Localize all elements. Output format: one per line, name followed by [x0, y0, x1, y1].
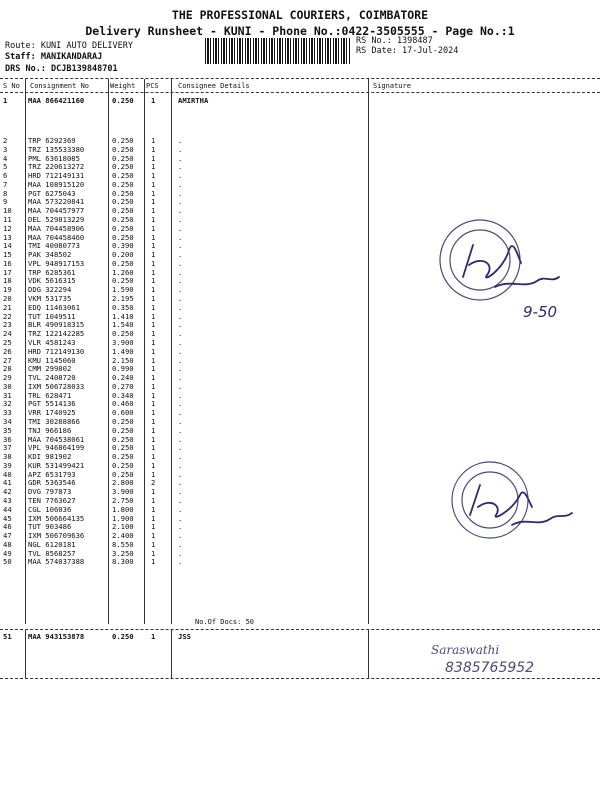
row-pcs: 1 [151, 311, 156, 321]
rs-date-label: RS Date: 17-Jul-2024 [356, 46, 459, 56]
row-pcs: 1 [151, 223, 156, 233]
row-consignee: . [178, 373, 183, 383]
row-sno: 32 [3, 399, 12, 409]
row-consignee: . [178, 171, 183, 181]
row-consignment: MAA 704538061 [28, 434, 85, 444]
row-sno: 42 [3, 487, 12, 497]
row-consignee: . [178, 285, 183, 295]
col-weight-header: Weight [110, 82, 136, 90]
row-pcs: 1 [151, 557, 156, 567]
row-pcs: 1 [151, 144, 156, 154]
row-weight: 0.250 [112, 197, 134, 207]
route-label: Route: KUNI AUTO DELIVERY [5, 41, 133, 51]
row-consignee: . [178, 311, 183, 321]
row-pcs: 1 [151, 364, 156, 374]
row-pcs: 1 [151, 179, 156, 189]
signature-3-phone: 8385765952 [445, 660, 535, 676]
row-sno: 20 [3, 294, 12, 304]
row-consignee: . [178, 548, 183, 558]
row-sno: 9 [3, 197, 8, 207]
row-weight: 1.260 [112, 267, 134, 277]
row-consignee: . [178, 206, 183, 216]
row-consignment: TMI 30288866 [28, 416, 80, 426]
row-consignee: . [178, 381, 183, 391]
row-consignee: . [178, 136, 183, 145]
row-consignment: PAK 348502 [28, 250, 72, 260]
extra-row-divider-2 [171, 630, 172, 678]
row-pcs: 1 [151, 96, 156, 105]
company-name: THE PROFESSIONAL COURIERS, COIMBATORE [171, 8, 429, 22]
row-sno: 7 [3, 179, 8, 189]
row-pcs: 1 [151, 504, 156, 514]
row-pcs: 1 [151, 232, 156, 242]
col-signature-header: Signature [373, 82, 411, 90]
header-bottom-rule [0, 92, 600, 93]
row-consignment: PGT 6275043 [28, 188, 76, 198]
row-consignee: . [178, 469, 183, 479]
row-pcs: 1 [151, 460, 156, 470]
row-sno: 25 [3, 337, 12, 347]
row-consignee: . [178, 302, 183, 312]
row-consignee: . [178, 557, 183, 567]
row-consignment: NGL 6120181 [28, 539, 76, 549]
row-consignee: . [178, 513, 183, 523]
row-consignment: MAA 943153878 [28, 632, 85, 641]
row-weight: 0.250 [112, 136, 134, 145]
row-sno: 5 [3, 162, 8, 172]
row-weight: 0.250 [112, 469, 134, 479]
row-consignment: IXM 506709636 [28, 531, 85, 541]
row-pcs: 1 [151, 294, 156, 304]
row-pcs: 1 [151, 531, 156, 541]
row-weight: 0.250 [112, 171, 134, 181]
barcode [205, 38, 350, 64]
row-sno: 3 [3, 144, 8, 154]
row-sno: 17 [3, 267, 12, 277]
row-consignment: TRZ 220613272 [28, 162, 85, 172]
row-sno: 35 [3, 425, 12, 435]
row-pcs: 1 [151, 320, 156, 330]
row-sno: 8 [3, 188, 8, 198]
row-consignment: DDG 322294 [28, 285, 72, 295]
row-consignment: APZ 6531793 [28, 469, 76, 479]
row-sno: 13 [3, 232, 12, 242]
row-weight: 0.250 [112, 188, 134, 198]
row-weight: 1.410 [112, 311, 134, 321]
row-weight: 0.250 [112, 162, 134, 172]
row-consignee: . [178, 250, 183, 260]
row-weight: 0.250 [112, 96, 134, 105]
rs-no-label: RS No.: 1398487 [356, 36, 433, 46]
row-sno: 24 [3, 329, 12, 339]
row-weight: 0.250 [112, 443, 134, 453]
row-sno: 47 [3, 531, 12, 541]
row-pcs: 1 [151, 267, 156, 277]
row-weight: 0.250 [112, 452, 134, 462]
row-pcs: 1 [151, 285, 156, 295]
runsheet-title: Delivery Runsheet - KUNI - Phone No.:0422-3505555 - Page No.:1 [85, 24, 515, 38]
row-sno: 48 [3, 539, 12, 549]
row-consignment: VKM 531735 [28, 294, 72, 304]
row-weight: 0.240 [112, 373, 134, 383]
row-consignee: . [178, 258, 183, 268]
row-consignee: . [178, 364, 183, 374]
row-weight: 3.900 [112, 337, 134, 347]
row-consignee: . [178, 162, 183, 172]
row-pcs: 1 [151, 513, 156, 523]
row-consignment: TRZ 122142285 [28, 329, 85, 339]
row-weight: 0.340 [112, 390, 134, 400]
row-consignment: TVL 8568257 [28, 548, 76, 558]
row-weight: 0.390 [112, 241, 134, 251]
row-consignee: . [178, 452, 183, 462]
row-pcs: 1 [151, 487, 156, 497]
row-pcs: 1 [151, 416, 156, 426]
row-sno: 14 [3, 241, 12, 251]
row-pcs: 1 [151, 355, 156, 365]
row-pcs: 1 [151, 390, 156, 400]
row-sno: 23 [3, 320, 12, 330]
row-sno: 21 [3, 302, 12, 312]
row-consignment: PGT 5514136 [28, 399, 76, 409]
row-sno: 10 [3, 206, 12, 216]
row-sno: 2 [3, 136, 8, 145]
row-consignment: TEN 7763627 [28, 495, 76, 505]
row-pcs: 1 [151, 136, 156, 145]
row-pcs: 1 [151, 539, 156, 549]
row-consignment: GDR 5363546 [28, 478, 76, 488]
row-consignee: . [178, 522, 183, 532]
extra-row-divider-3 [368, 630, 369, 678]
signature-3 [425, 638, 585, 680]
row-consignee: . [178, 443, 183, 453]
row-pcs: 2 [151, 478, 156, 488]
row-consignee: . [178, 487, 183, 497]
row-weight: 2.150 [112, 355, 134, 365]
row-consignee: . [178, 276, 183, 286]
row-sno: 39 [3, 460, 12, 470]
row-weight: 2.400 [112, 531, 134, 541]
row-consignee: . [178, 416, 183, 426]
stamp-signature-2 [440, 455, 580, 545]
row-consignment: CGL 106036 [28, 504, 72, 514]
row-sno: 12 [3, 223, 12, 233]
row-sno: 49 [3, 548, 12, 558]
row-pcs: 1 [151, 632, 156, 641]
row-consignment: MAA 704458906 [28, 223, 85, 233]
row-pcs: 1 [151, 215, 156, 225]
row-consignment: TRP 6285361 [28, 267, 76, 277]
row-sno: 27 [3, 355, 12, 365]
row-consignee: AMIRTHA [178, 96, 209, 105]
row-sno: 37 [3, 443, 12, 453]
row-consignee: . [178, 320, 183, 330]
row-consignee: . [178, 434, 183, 444]
row-consignee: . [178, 153, 183, 163]
row-consignee: . [178, 390, 183, 400]
row-sno: 40 [3, 469, 12, 479]
row-weight: 0.460 [112, 399, 134, 409]
signature-1-time: 9-50 [523, 303, 558, 321]
row-weight: 8.300 [112, 557, 134, 567]
row-weight: 1.490 [112, 346, 134, 356]
row-consignment: DEL 529813229 [28, 215, 85, 225]
row-consignment: TVL 2408720 [28, 373, 76, 383]
row-consignment: MAA 574037388 [28, 557, 85, 567]
row-consignee: . [178, 408, 183, 418]
row-pcs: 1 [151, 188, 156, 198]
row-weight: 1.800 [112, 504, 134, 514]
row-consignee: . [178, 346, 183, 356]
row-pcs: 1 [151, 162, 156, 172]
row-pcs: 1 [151, 548, 156, 558]
row-consignment: MAA 704458460 [28, 232, 85, 242]
row-consignee: . [178, 215, 183, 225]
row-consignee: JSS [178, 632, 191, 641]
row-weight: 0.250 [112, 276, 134, 286]
row-sno: 38 [3, 452, 12, 462]
row-consignment: TRL 628471 [28, 390, 72, 400]
row-weight: 3.250 [112, 548, 134, 558]
row-pcs: 1 [151, 346, 156, 356]
signature-3-name: Saraswathi [431, 643, 500, 657]
row-pcs: 1 [151, 373, 156, 383]
row-sno: 45 [3, 513, 12, 523]
row-pcs: 1 [151, 399, 156, 409]
extra-row-divider-1 [25, 630, 26, 678]
row-pcs: 1 [151, 258, 156, 268]
row-weight: 0.250 [112, 425, 134, 435]
row-sno: 28 [3, 364, 12, 374]
row-weight: 2.800 [112, 478, 134, 488]
row-consignee: . [178, 337, 183, 347]
row-weight: 0.250 [112, 206, 134, 216]
row-pcs: 1 [151, 171, 156, 181]
row-consignee: . [178, 267, 183, 277]
docs-rule [0, 629, 600, 630]
row-weight: 2.100 [112, 522, 134, 532]
row-pcs: 1 [151, 329, 156, 339]
row-pcs: 1 [151, 522, 156, 532]
row-weight: 2.750 [112, 495, 134, 505]
row-consignee: . [178, 232, 183, 242]
row-consignee: . [178, 478, 183, 488]
row-sno: 29 [3, 373, 12, 383]
row-sno: 44 [3, 504, 12, 514]
row-consignee: . [178, 539, 183, 549]
row-weight: 0.250 [112, 258, 134, 268]
row-consignment: MAA 573220841 [28, 197, 85, 207]
row-weight: 0.600 [112, 408, 134, 418]
row-consignment: VPL 946864199 [28, 443, 85, 453]
docs-count: No.Of Docs: 50 [195, 618, 255, 626]
row-consignment: VLR 4581243 [28, 337, 76, 347]
row-pcs: 1 [151, 381, 156, 391]
row-consignee: . [178, 495, 183, 505]
row-consignee: . [178, 294, 183, 304]
row-pcs: 1 [151, 443, 156, 453]
row-weight: 2.195 [112, 294, 134, 304]
row-consignment: MAA 866421160 [28, 96, 85, 105]
row-consignment: IXM 506728033 [28, 381, 85, 391]
row-consignment: KMU 1145060 [28, 355, 76, 365]
row-consignment: TRP 6292369 [28, 136, 76, 145]
row-consignment: MAA 704457977 [28, 206, 85, 216]
row-pcs: 1 [151, 241, 156, 251]
staff-label: Staff: MANIKANDARAJ [5, 52, 103, 62]
row-consignee: . [178, 531, 183, 541]
row-pcs: 1 [151, 153, 156, 163]
drs-label: DRS No.: DCJB139848701 [5, 64, 118, 74]
row-consignment: EDQ 11463061 [28, 302, 80, 312]
row-consignee: . [178, 188, 183, 198]
row-consignment: IXM 506664135 [28, 513, 85, 523]
row-sno: 46 [3, 522, 12, 532]
row-weight: 0.250 [112, 434, 134, 444]
row-pcs: 1 [151, 250, 156, 260]
row-consignment: TNJ 966186 [28, 425, 72, 435]
row-pcs: 1 [151, 425, 156, 435]
divider-signature [368, 79, 369, 624]
row-sno: 31 [3, 390, 12, 400]
row-pcs: 1 [151, 206, 156, 216]
row-consignee: . [178, 425, 183, 435]
row-consignment: HRD 712149130 [28, 346, 85, 356]
row-consignment: TUT 903486 [28, 522, 72, 532]
row-sno: 16 [3, 258, 12, 268]
row-consignment: VRR 1740925 [28, 408, 76, 418]
row-sno: 51 [3, 632, 12, 641]
row-weight: 0.250 [112, 215, 134, 225]
row-pcs: 1 [151, 337, 156, 347]
row-sno: 26 [3, 346, 12, 356]
row-consignment: VDK 5616315 [28, 276, 76, 286]
row-consignee: . [178, 355, 183, 365]
table-row [0, 97, 368, 106]
row-consignee: . [178, 399, 183, 409]
row-consignment: KUR 531499421 [28, 460, 85, 470]
row-weight: 1.540 [112, 320, 134, 330]
row-pcs: 1 [151, 495, 156, 505]
row-sno: 36 [3, 434, 12, 444]
col-sno-header: S No [3, 82, 20, 90]
row-consignment: HRD 712149131 [28, 171, 85, 181]
row-weight: 0.350 [112, 302, 134, 312]
row-consignee: . [178, 504, 183, 514]
row-weight: 0.250 [112, 179, 134, 189]
row-sno: 15 [3, 250, 12, 260]
row-weight: 0.250 [112, 232, 134, 242]
row-weight: 0.250 [112, 144, 134, 154]
row-consignee: . [178, 197, 183, 207]
row-weight: 8.550 [112, 539, 134, 549]
row-weight: 0.250 [112, 153, 134, 163]
row-consignment: KDI 981902 [28, 452, 72, 462]
row-consignee: . [178, 460, 183, 470]
row-weight: 0.270 [112, 381, 134, 391]
row-consignment: DVG 797873 [28, 487, 72, 497]
row-sno: 34 [3, 416, 12, 426]
row-pcs: 1 [151, 197, 156, 207]
row-sno: 30 [3, 381, 12, 391]
row-consignment: MAA 108915120 [28, 179, 85, 189]
row-sno: 50 [3, 557, 12, 567]
header-top-rule [0, 78, 600, 79]
row-weight: 0.990 [112, 364, 134, 374]
row-pcs: 1 [151, 452, 156, 462]
row-weight: 0.250 [112, 460, 134, 470]
row-sno: 4 [3, 153, 8, 163]
row-consignment: PML 63618085 [28, 153, 80, 163]
row-weight: 0.200 [112, 250, 134, 260]
row-pcs: 1 [151, 302, 156, 312]
row-sno: 22 [3, 311, 12, 321]
stamp-signature-1 [425, 205, 585, 340]
row-pcs: 1 [151, 469, 156, 479]
row-sno: 19 [3, 285, 12, 295]
row-weight: 0.250 [112, 223, 134, 233]
row-pcs: 1 [151, 408, 156, 418]
row-sno: 18 [3, 276, 12, 286]
row-consignment: TMI 40080773 [28, 241, 80, 251]
col-pcs-header: PCS [146, 82, 159, 90]
row-consignment: VPL 948917153 [28, 258, 85, 268]
row-sno: 1 [3, 96, 8, 105]
row-weight: 0.250 [112, 632, 134, 641]
row-sno: 6 [3, 171, 8, 181]
row-weight: 0.250 [112, 416, 134, 426]
row-sno: 41 [3, 478, 12, 488]
col-consignee-header: Consignee Details [178, 82, 250, 90]
row-consignment: TUT 1049511 [28, 311, 76, 321]
row-consignee: . [178, 144, 183, 154]
row-consignment: TRZ 135533380 [28, 144, 85, 154]
row-pcs: 1 [151, 276, 156, 286]
row-weight: 3.900 [112, 487, 134, 497]
row-weight: 0.250 [112, 329, 134, 339]
row-consignee: . [178, 329, 183, 339]
row-consignee: . [178, 179, 183, 189]
row-weight: 1.590 [112, 285, 134, 295]
table-row [0, 558, 368, 567]
row-weight: 1.900 [112, 513, 134, 523]
row-consignee: . [178, 223, 183, 233]
row-sno: 33 [3, 408, 12, 418]
row-consignee: . [178, 241, 183, 251]
col-consignment-header: Consignment No [30, 82, 90, 90]
row-pcs: 1 [151, 434, 156, 444]
row-sno: 11 [3, 215, 12, 225]
row-consignment: CMM 299802 [28, 364, 72, 374]
row-sno: 43 [3, 495, 12, 505]
row-consignment: BLR 490918315 [28, 320, 85, 330]
